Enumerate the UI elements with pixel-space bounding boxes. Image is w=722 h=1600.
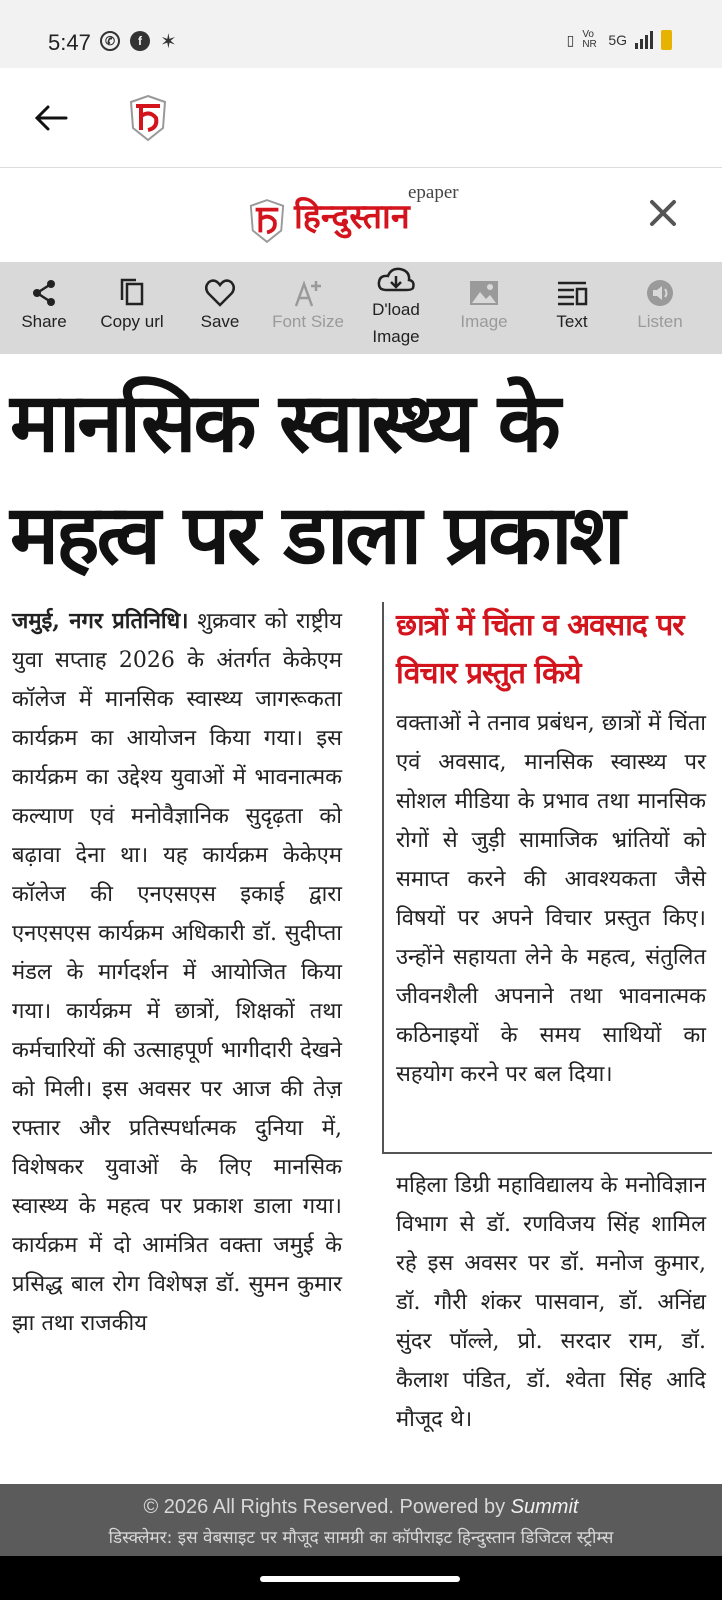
signal-icon	[635, 31, 653, 49]
disclaimer-text: डिस्क्लेमर: इस वेबसाइट पर मौजूद सामग्री का कॉपीराइट हिन्दुस्तान डिजिटल स्ट्रीम्स	[108, 1528, 614, 1548]
footer	[0, 1484, 722, 1556]
notification-icons	[100, 31, 177, 51]
text-icon	[556, 278, 588, 308]
whatsapp-icon: ✆	[100, 31, 120, 51]
hindustan-logo-icon	[128, 94, 168, 142]
volte-icon: Vo NR	[582, 29, 597, 50]
headline-line-1: मानसिक स्वास्थ्य के	[10, 376, 558, 471]
vibrate-icon: ▯	[566, 31, 575, 48]
article-dateline: जमुई, नगर प्रतिनिधि।	[12, 608, 189, 634]
system-nav-bar	[0, 1556, 722, 1600]
download-image-button[interactable]	[352, 262, 440, 354]
brand-name: हिन्दुस्तान	[294, 197, 410, 237]
box-bottom-rule	[382, 1152, 712, 1154]
share-button[interactable]	[0, 262, 88, 354]
image-label: Image	[460, 312, 508, 331]
arrow-left-icon[interactable]	[32, 98, 72, 138]
home-gesture-handle[interactable]	[260, 1576, 460, 1582]
article-right-text: महिला डिग्री महाविद्यालय के मनोविज्ञान विभाग से डॉ. रणविजय सिंह शामिल रहे इस अवसर पर डॉ. मनोज कुमार, डॉ. गौरी शंकर पासवान, डॉ. अनिंद्य सुंदर पॉल्ले, प्रो. सरदार राम, डॉ. कैलाश पंडित, डॉ. श्वेता सिंह आदि मौजूद थे।	[396, 1173, 706, 1432]
article-toolbar	[0, 262, 722, 354]
share-icon	[28, 278, 60, 308]
copy-url-label: Copy url	[100, 312, 164, 331]
article-clipping	[0, 354, 722, 1484]
status-time: 5:47	[48, 30, 91, 55]
status-bar	[0, 0, 722, 68]
font-size-label: Font Size	[272, 312, 344, 331]
facebook-icon: f	[130, 31, 150, 51]
article-sub-headline: छात्रों में चिंता व अवसाद पर विचार प्रस्तुत किये	[396, 608, 684, 691]
copy-icon	[116, 278, 148, 308]
font-size-icon	[292, 278, 324, 308]
listen-button[interactable]	[616, 262, 704, 354]
text-button[interactable]	[528, 262, 616, 354]
epaper-header	[0, 170, 722, 260]
fan-icon: ✶	[160, 29, 177, 53]
download-image-label: D'load Image	[372, 300, 420, 346]
image-button[interactable]	[440, 262, 528, 354]
save-button[interactable]	[176, 262, 264, 354]
article-left-text: शुक्रवार को राष्ट्रीय युवा सप्ताह 2026 के अंतर्गत केकेएम कॉलेज में मानसिक स्वास्थ्य जागरूकता कार्यक्रम का आयोजन किया गया। इस कार्यक्रम का उद्देश्य युवाओं में भावनात्मक कल्याण एवं मनोवैज्ञानिक सुदृढ़ता को बढ़ावा देना था। यह कार्यक्रम केकेएम कॉलेज की एनएसएस इकाई द्वारा एनएसएस कार्यक्रम अधिकारी डॉ. सुदीप्ता मंडल के मार्गदर्शन में आयोजित किया गया। कार्यक्रम में छात्रों, शिक्षकों तथा कर्मचारियों की उत्साहपूर्ण भागीदारी देखने को मिली। इस अवसर पर आज की तेज़ रफ्तार और प्रतिस्पर्धात्मक दुनिया में, विशेषकर युवाओं के लिए मानसिक स्वास्थ्य के महत्व पर प्रकाश डाला गया। कार्यक्रम में दो आमंत्रित वक्ता जमुई के प्रसिद्ध बाल रोग विशेषज्ञ डॉ. सुमन कुमार झा तथा राजकीय	[12, 609, 342, 1336]
image-icon	[468, 278, 500, 308]
heart-icon	[204, 278, 236, 308]
headline-line-2: महत्व पर डाला प्रकाश	[10, 488, 623, 583]
share-label: Share	[21, 312, 67, 331]
font-size-button[interactable]	[264, 262, 352, 354]
app-bar	[0, 68, 722, 168]
save-label: Save	[200, 312, 240, 331]
battery-icon	[661, 30, 672, 50]
copy-url-button[interactable]	[88, 262, 176, 354]
article-box-text: वक्ताओं ने तनाव प्रबंधन, छात्रों में चिंता एवं अवसाद, मानसिक स्वास्थ्य पर सोशल मीडिया के प्रभाव तथा मानसिक रोगों से जुड़ी सामाजिक भ्रांतियों को समाप्त करने की आवश्यकता जैसे विषयों पर अपने विचार प्रस्तुत किए। उन्होंने सहायता लेने के महत्व, संतुलित जीवनशैली अपनाने तथा भावनात्मक कठिनाइयों के समय साथियों का सहयोग करने पर बल दिया।	[396, 711, 706, 1087]
cloud-download-icon	[376, 266, 416, 296]
speaker-icon	[644, 278, 676, 308]
close-icon[interactable]	[646, 196, 680, 230]
article-headline	[10, 368, 710, 592]
box-divider	[382, 602, 384, 1152]
article-left-column	[12, 602, 342, 1343]
text-label: Text	[556, 312, 588, 331]
copyright-line	[0, 1484, 722, 1519]
hindustan-logo-icon	[248, 198, 286, 244]
epaper-label: epaper	[408, 182, 459, 203]
powered-by-link[interactable]: Summit	[510, 1496, 579, 1518]
network-label: 5G	[608, 32, 627, 48]
system-icons	[567, 30, 672, 50]
copyright-text: © 2026 All Rights Reserved. Powered by	[143, 1496, 506, 1518]
listen-label: Listen	[637, 312, 683, 331]
